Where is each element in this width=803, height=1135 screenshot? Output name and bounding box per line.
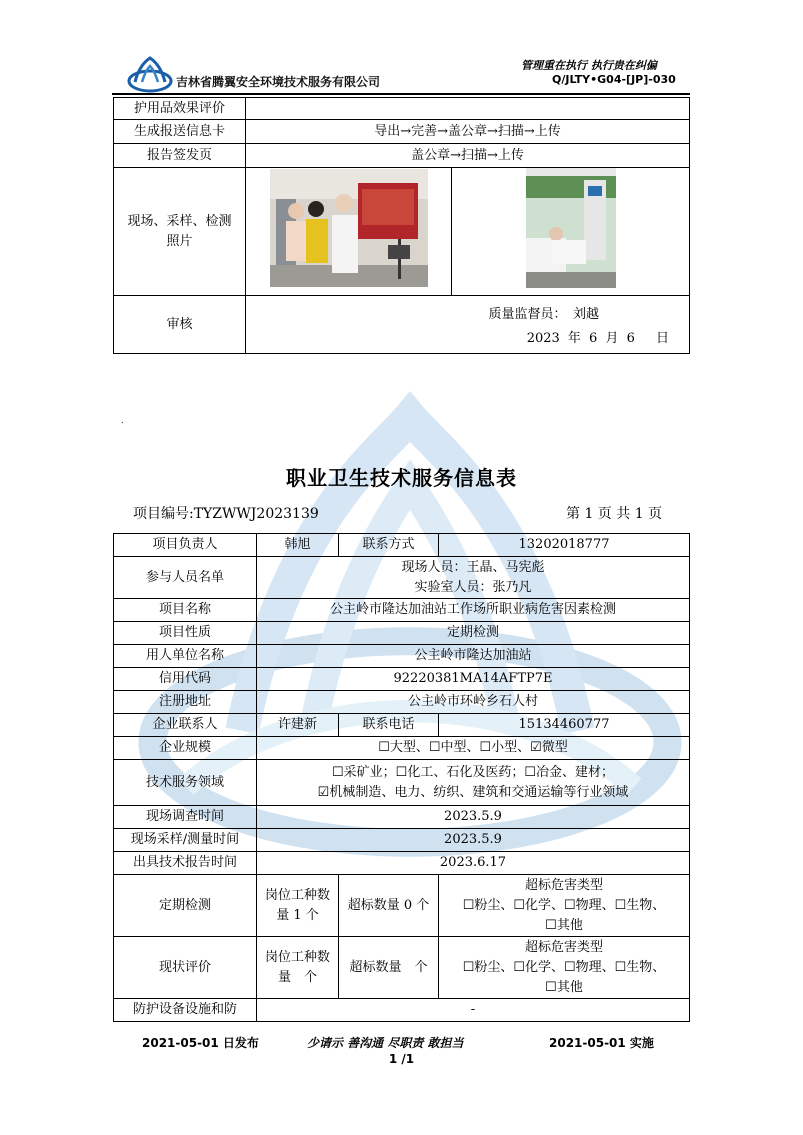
phone-label: 联系电话 [339,714,439,737]
leader-value: 韩旭 [257,534,339,557]
footer-motto: 少请示 善沟通 尽职责 敢担当 [307,1036,464,1050]
table-row [114,534,690,557]
table-row [114,760,690,806]
table-row [114,120,690,144]
periodic-posts: 岗位工种数量 1 个 [257,875,339,937]
page-title: 职业卫生技术服务信息表 [286,466,517,490]
status-exceed: 超标数量 个 [339,937,439,999]
company-name: 吉林省腾翼安全环境技术服务有限公司 [176,75,381,89]
participants-label: 参与人员名单 [114,557,257,599]
credit-code-label: 信用代码 [114,668,257,691]
review-date: 2023 年 6 月 6 日 [526,331,669,346]
sampling-time-label: 现场采样/测量时间 [114,829,257,852]
domain-label: 技术服务领域 [114,760,257,806]
scale-label: 企业规模 [114,737,257,760]
photo-cell-1 [246,168,452,296]
table-row [114,737,690,760]
table-row [114,937,690,999]
project-name-value: 公主岭市隆达加油站工作场所职业病危害因素检测 [257,599,690,622]
row-label: 生成报送信息卡 [114,120,246,144]
participants-lab: 实验室人员：张乃凡 [414,579,532,595]
table-row [114,829,690,852]
project-nature-value: 定期检测 [257,622,690,645]
hazard-other: ☐其他 [545,917,583,933]
contact-value: 13202018777 [439,534,690,557]
table-row [114,806,690,829]
table-row [114,98,690,120]
hazard-title: 超标危害类型 [524,877,603,893]
domain-line-2: ☑机械制造、电力、纺织、建筑和交通运输等行业领域 [317,784,629,800]
status-hazards [439,937,690,999]
periodic-label: 定期检测 [114,875,257,937]
table-row [114,645,690,668]
table-row [114,714,690,737]
row-value [246,98,690,120]
stray-dot: . [121,416,124,425]
periodic-hazards [439,875,690,937]
participants-field: 现场人员：王晶、马宪彪 [401,559,545,575]
status-posts: 岗位工种数量 个 [257,937,339,999]
site-photo-sampling [526,168,616,288]
table-row [114,622,690,645]
row-value: 导出→完善→盖公章→扫描→上传 [246,120,690,144]
table-row [114,668,690,691]
enterprise-contact-value: 许建新 [257,714,339,737]
effective-date: 2021-05-01 实施 [549,1036,654,1050]
photo-row [114,168,690,296]
protect-value: - [257,999,690,1022]
review-table [113,97,690,354]
photo-label: 现场、采样、检测照片 [114,168,246,296]
company-logo [127,56,173,94]
site-photo-team [270,169,428,287]
info-table [113,533,690,1022]
periodic-exceed: 超标数量 0 个 [339,875,439,937]
review-row [114,296,690,354]
credit-code-value: 92220381MA14AFTP7E [257,668,690,691]
project-number: 项目编号:TYZWWJ2023139 [133,506,319,522]
page-info: 第 1 页 共 1 页 [566,506,663,522]
report-time-label: 出具技术报告时间 [114,852,257,875]
contact-label: 联系方式 [339,534,439,557]
document-code: Q/JLTY•G04-[JP]-030 [552,73,676,86]
project-name-label: 项目名称 [114,599,257,622]
photo-cell-2 [452,168,690,296]
hazard-title: 超标危害类型 [524,939,603,955]
hazard-types: ☐粉尘、☐化学、☐物理、☐生物、 [462,959,666,975]
phone-value: 15134460777 [439,714,690,737]
table-row [114,144,690,168]
row-label: 护用品效果评价 [114,98,246,120]
status-label: 现状评价 [114,937,257,999]
table-row [114,557,690,599]
employer-value: 公主岭市隆达加油站 [257,645,690,668]
project-nature-label: 项目性质 [114,622,257,645]
participants-value [257,557,690,599]
domain-line-1: ☐采矿业；☐化工、石化及医药；☐冶金、建材； [332,764,614,780]
enterprise-contact-label: 企业联系人 [114,714,257,737]
table-row [114,875,690,937]
table-row [114,852,690,875]
table-row [114,999,690,1022]
domain-value [257,760,690,806]
scale-value: ☐大型、☐中型、☐小型、☑微型 [257,737,690,760]
survey-time-label: 现场调查时间 [114,806,257,829]
review-label: 审核 [114,296,246,354]
table-row [114,599,690,622]
review-cell [246,296,690,354]
protect-label: 防护设备设施和防 [114,999,257,1022]
row-label: 报告签发页 [114,144,246,168]
leader-label: 项目负责人 [114,534,257,557]
survey-time-value: 2023.5.9 [257,806,690,829]
address-label: 注册地址 [114,691,257,714]
header-divider [112,93,690,95]
sampling-time-value: 2023.5.9 [257,829,690,852]
table-row [114,691,690,714]
hazard-types: ☐粉尘、☐化学、☐物理、☐生物、 [462,897,666,913]
row-value: 盖公章→扫描→上传 [246,144,690,168]
release-date: 2021-05-01 日发布 [142,1036,259,1050]
hazard-other: ☐其他 [545,979,583,995]
report-time-value: 2023.6.17 [257,852,690,875]
employer-label: 用人单位名称 [114,645,257,668]
header-slogan: 管理重在执行 执行贵在纠偏 [521,59,657,72]
page-number: 1 /1 [388,1052,415,1066]
address-value: 公主岭市环岭乡石人村 [257,691,690,714]
reviewer-name: 质量监督员： 刘越 [488,307,599,322]
